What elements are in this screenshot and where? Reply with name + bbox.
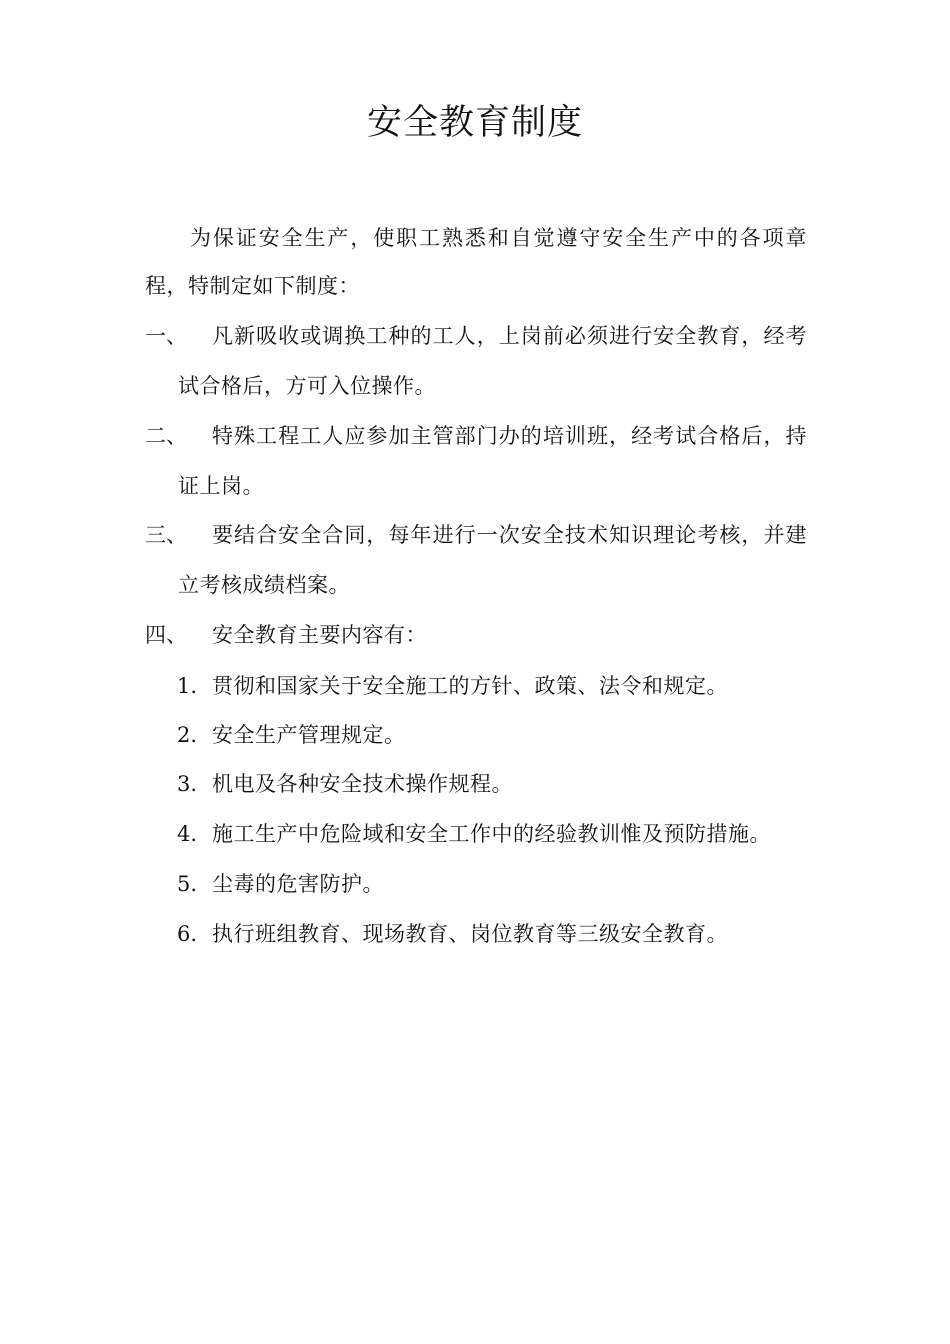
section-2-line-2: 证上岗。 <box>178 474 264 498</box>
section-3-line-2: 立考核成绩档案。 <box>178 573 350 597</box>
intro-line-1: 为保证安全生产，使职工熟悉和自觉遵守安全生产中的各项章 <box>190 226 807 250</box>
section-marker: 二、 <box>145 424 187 448</box>
list-item-text: 机电及各种安全技术操作规程。 <box>212 772 513 796</box>
list-item-text: 执行班组教育、现场教育、岗位教育等三级安全教育。 <box>212 922 728 946</box>
section-4-line-1: 安全教育主要内容有： <box>212 623 427 647</box>
section-1-line-1: 凡新吸收或调换工种的工人，上岗前必须进行安全教育，经考 <box>212 324 807 348</box>
list-item-number: 5. <box>177 872 198 896</box>
document-title: 安全教育制度 <box>366 103 583 143</box>
intro-line-2: 程，特制定如下制度： <box>145 274 360 298</box>
section-marker: 四、 <box>145 623 187 647</box>
section-marker: 一、 <box>145 324 187 348</box>
list-item-number: 6. <box>177 922 198 946</box>
list-item-text: 贯彻和国家关于安全施工的方针、政策、法令和规定。 <box>212 674 728 698</box>
list-item-number: 1. <box>177 674 198 698</box>
section-2-line-1: 特殊工程工人应参加主管部门办的培训班，经考试合格后，持 <box>212 424 807 448</box>
list-item-number: 3. <box>177 772 198 796</box>
list-item-text: 尘毒的危害防护。 <box>212 872 384 896</box>
list-item-number: 2. <box>177 723 198 747</box>
list-item-text: 施工生产中危险域和安全工作中的经验教训惟及预防措施。 <box>212 822 771 846</box>
section-3-line-1: 要结合安全合同，每年进行一次安全技术知识理论考核，并建 <box>212 523 807 547</box>
list-item-text: 安全生产管理规定。 <box>212 723 406 747</box>
section-1-line-2: 试合格后，方可入位操作。 <box>178 374 436 398</box>
section-marker: 三、 <box>145 523 187 547</box>
list-item-number: 4. <box>177 822 198 846</box>
